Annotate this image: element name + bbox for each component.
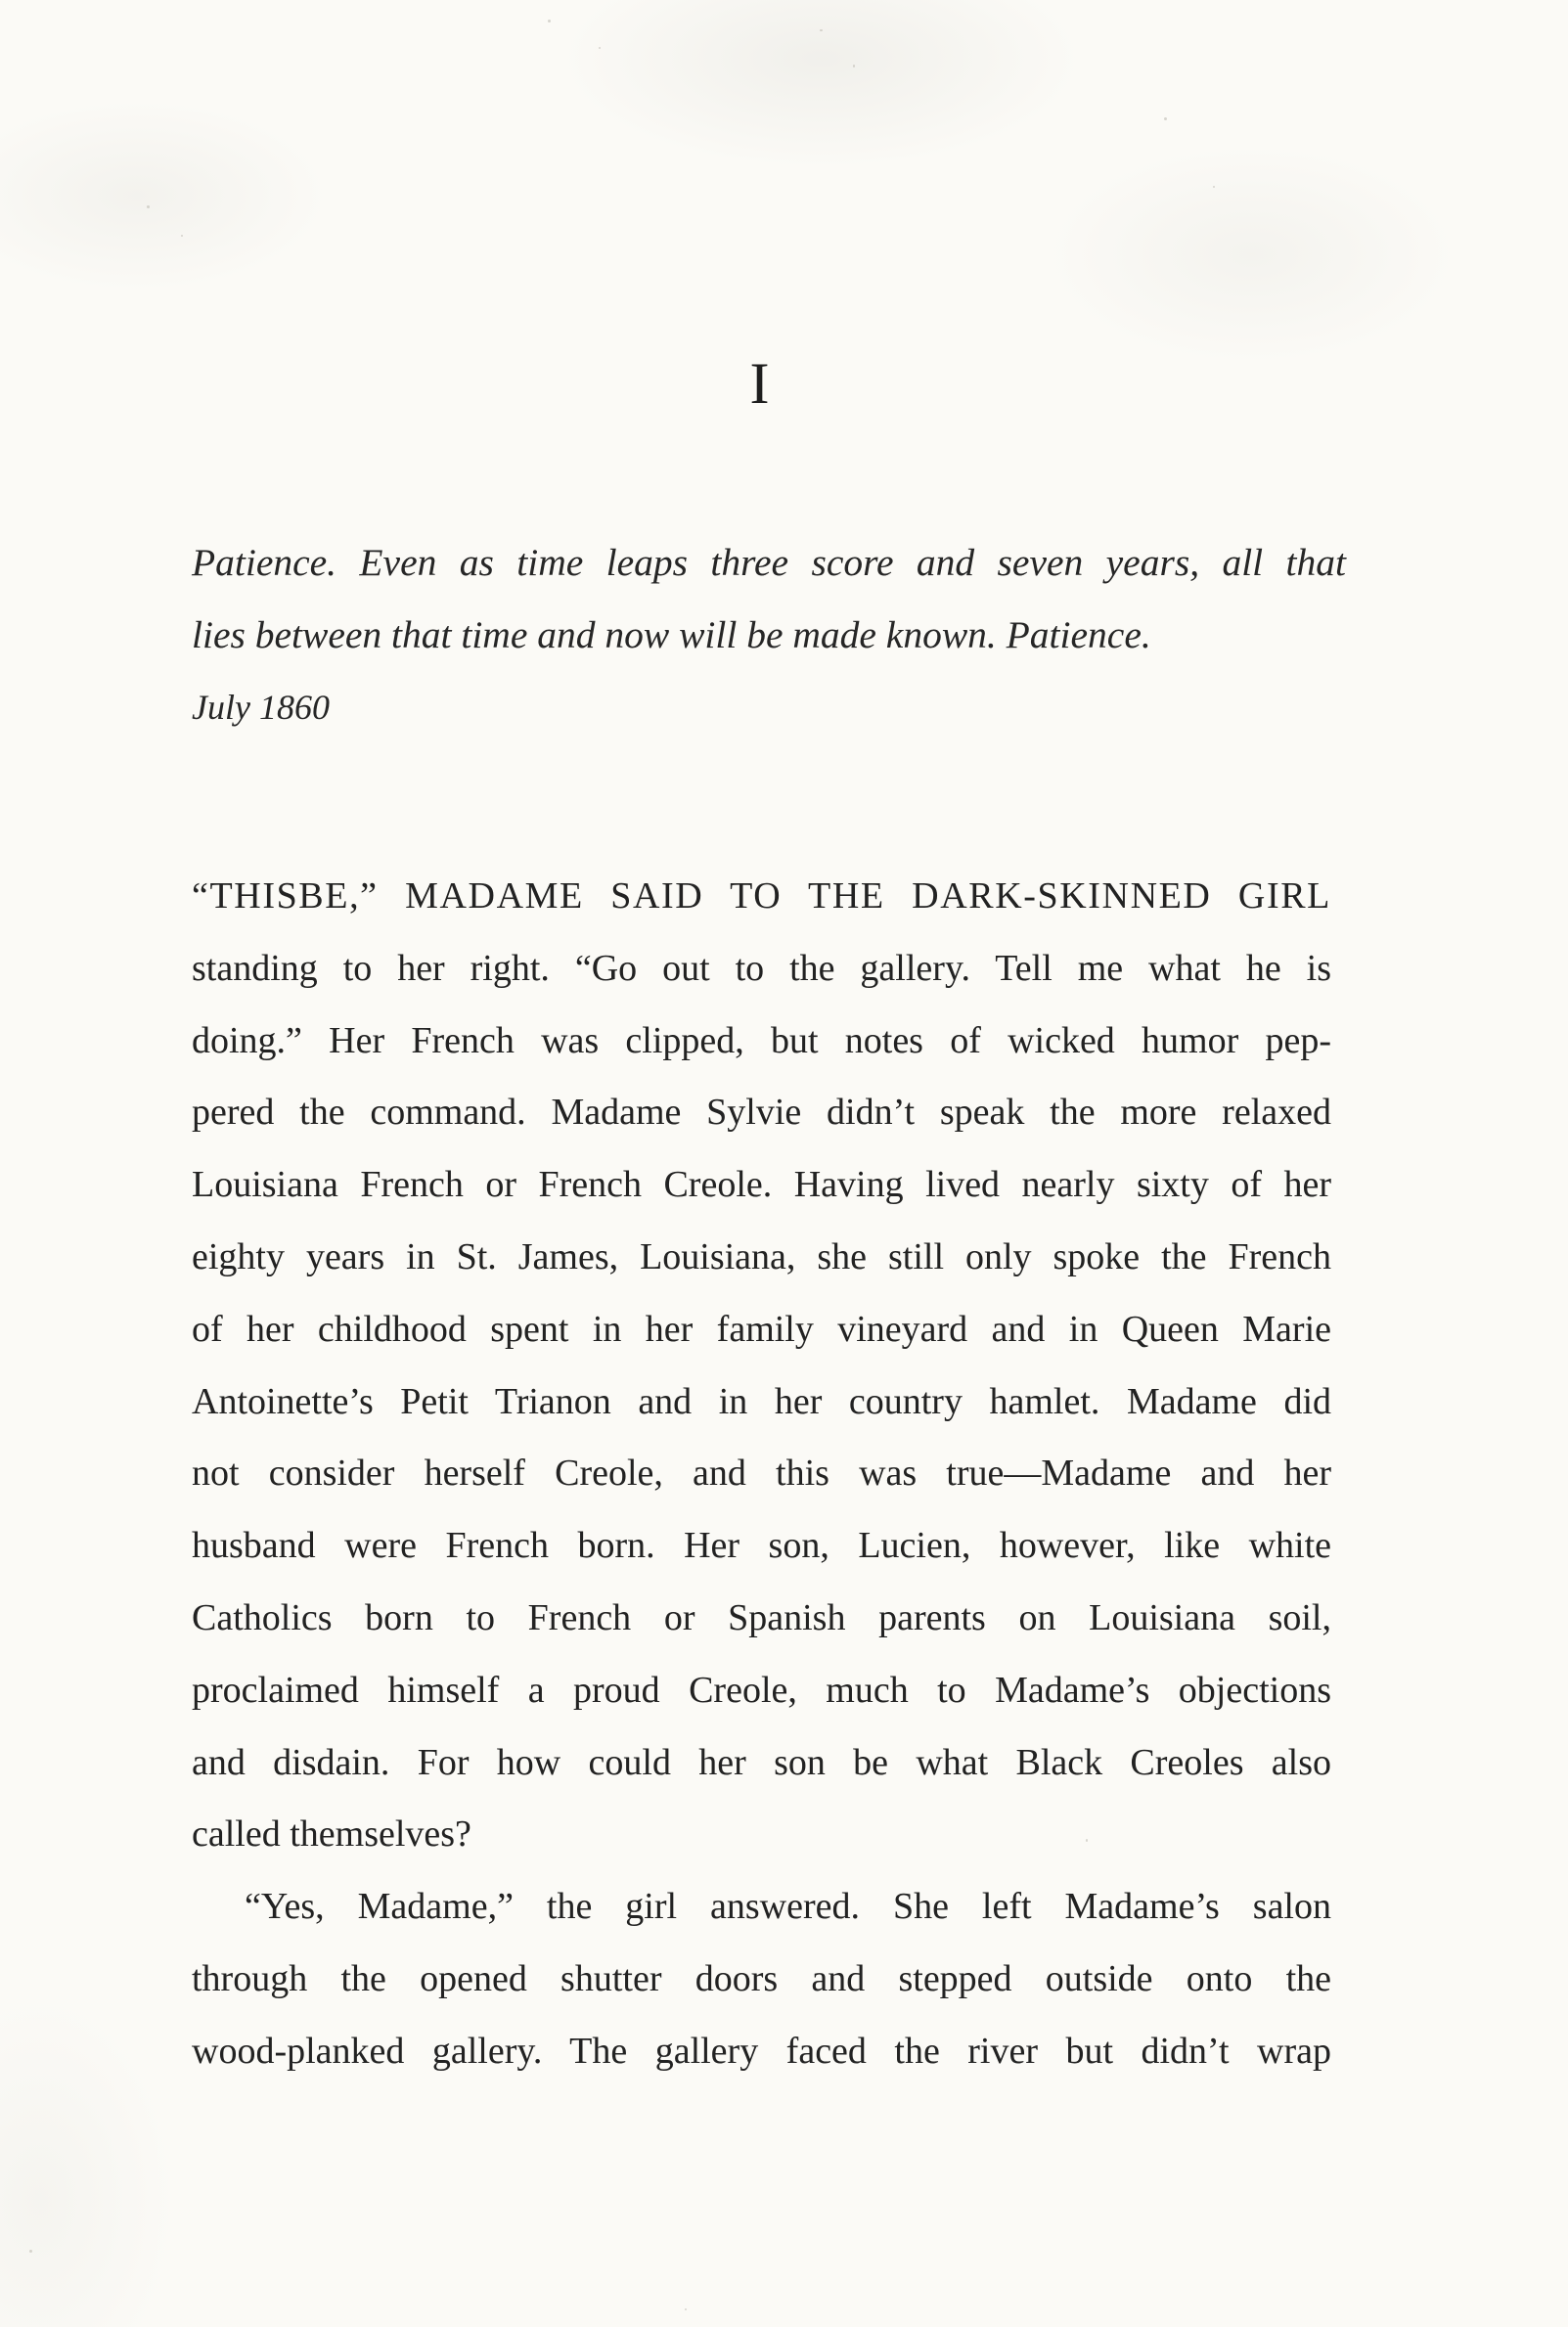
body-line: pered the command. Madame Sylvie didn’t speak the more relaxed (192, 1092, 1331, 1134)
body-line: proclaimed himself a proud Creole, much to Madame’s objections (192, 1669, 1331, 1711)
epigraph-line: Patience. Even as time leaps three score and seven years, all that (192, 541, 1346, 584)
paper-speck (1164, 117, 1167, 120)
chapter-number: I (749, 351, 770, 416)
paper-speck (1213, 186, 1215, 188)
body-line: not consider herself Creole, and this was true—Madame and her (192, 1453, 1331, 1495)
body-line: husband were French born. Her son, Lucien, however, like white (192, 1525, 1331, 1567)
body-line: Catholics born to French or Spanish parents on Louisiana soil, (192, 1596, 1331, 1638)
body-line: eighty years in St. James, Louisiana, she still only spoke the French (192, 1235, 1331, 1277)
body-line-paragraph-end: called themselves? (192, 1813, 471, 1856)
body-line: doing.” Her French was clipped, but notes of wicked humor pep- (192, 1019, 1331, 1061)
chapter-body (192, 861, 1331, 2088)
body-line-opening: “THISBE,” MADAME SAID TO THE DARK-SKINNED GIRL (192, 875, 1331, 917)
body-line-paragraph-start: “Yes, Madame,” the girl answered. She left Madame’s salon (245, 1886, 1331, 1928)
body-line: and disdain. For how could her son be what Black Creoles also (192, 1741, 1331, 1783)
paper-speck (181, 235, 183, 237)
paper-speck (548, 20, 551, 22)
paper-speck (853, 65, 855, 67)
paper-speck (147, 205, 150, 208)
paper-speck (685, 2308, 687, 2310)
epigraph-line: lies between that time and now will be made known. Patience. (192, 613, 1151, 656)
epigraph (192, 526, 1346, 743)
paper-speck (599, 47, 601, 49)
body-line: wood-planked gallery. The gallery faced the river but didn’t wrap (192, 2030, 1331, 2072)
body-line: Antoinette’s Petit Trianon and in her country hamlet. Madame did (192, 1380, 1331, 1422)
body-line: of her childhood spent in her family vineyard and in Queen Marie (192, 1308, 1331, 1350)
body-line: Louisiana French or French Creole. Having lived nearly sixty of her (192, 1164, 1331, 1206)
paper-speck (820, 29, 823, 31)
epigraph-date: July 1860 (192, 688, 330, 727)
body-line: standing to her right. “Go out to the gallery. Tell me what he is (192, 947, 1331, 989)
paper-speck (29, 2250, 32, 2253)
body-line: through the opened shutter doors and stepped outside onto the (192, 1957, 1331, 1999)
